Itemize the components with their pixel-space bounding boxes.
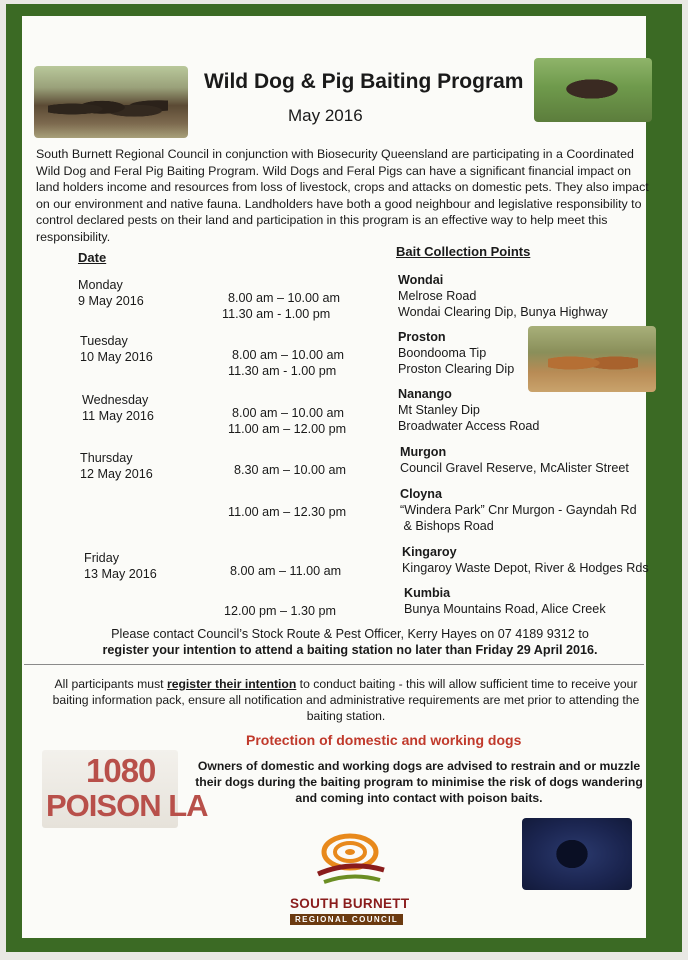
poison-sign-photo	[42, 750, 208, 828]
time-slot: 8.00 am – 10.00 am	[232, 406, 345, 420]
page-title: Wild Dog & Pig Baiting Program	[204, 70, 524, 93]
date-entry: Thursday 12 May 2016	[80, 451, 153, 481]
location-murgon: Murgon Council Gravel Reserve, McAlister Street	[400, 445, 629, 475]
time-slot: 11.30 am - 1.00 pm	[228, 364, 337, 378]
sign-word: POISON LA	[46, 788, 208, 823]
date-entry: Monday 9 May 2016	[78, 278, 144, 308]
owners-advice: Owners of domestic and working dogs are advised to restrain and or muzzle their dogs during the baiting program to minimise the risk of dogs wandering and coming into contact with poison baits.	[195, 759, 643, 805]
sign-number: 1080	[86, 752, 156, 789]
dog-photo	[522, 818, 632, 890]
location-wondai: Wondai Melrose Road Wondai Clearing Dip, Bunya Highway	[398, 273, 608, 319]
time-slot: 11.00 am – 12.30 pm	[228, 505, 347, 519]
page-subtitle: May 2016	[288, 106, 363, 125]
location-cloyna: Cloyna “Windera Park” Cnr Murgon - Gayndah Rd & Bishops Road	[400, 487, 637, 533]
date-entry: Friday 13 May 2016	[84, 551, 157, 581]
date-entry: Tuesday 10 May 2016	[80, 334, 153, 364]
time-slot: 8.00 am – 10.00 am	[228, 291, 341, 305]
date-entry: Wednesday 11 May 2016	[82, 393, 154, 423]
protection-heading: Protection of domestic and working dogs	[246, 732, 522, 748]
location-nanango: Nanango Mt Stanley Dip Broadwater Access Road	[398, 387, 540, 433]
council-name: SOUTH BURNETT	[290, 896, 410, 911]
council-subtitle: REGIONAL COUNCIL	[290, 914, 403, 925]
intro-paragraph: South Burnett Regional Council in conjunction with Biosecurity Queensland are participating in a Coordinated Wild Dog and Feral Pig Baiting Program. Wild Dogs and Feral Pigs can have a significant financial impact on land holders income and resources from loss of livestock, crops and attacks on domestic pets. They also impact on our environment and native fauna. Landholders have both a good neighbour and legislative responsibility to control declared pests on their land and participation in this program is an effective way to help meet this responsibility.	[36, 147, 649, 244]
wild-dog-photo	[534, 58, 652, 122]
location-kumbia: Kumbia Bunya Mountains Road, Alice Creek	[404, 586, 606, 616]
register-intention-text: register their intention	[166, 677, 297, 691]
time-slot: 11.00 am – 12.00 pm	[228, 422, 347, 436]
feral-pigs-photo	[34, 66, 188, 138]
location-kingaroy: Kingaroy Kingaroy Waste Depot, River & Hodges Rds	[402, 545, 649, 575]
participants-notice: All participants must register their intention to conduct baiting - this will allow sufficient time to receive your baiting information pack, ensure all notification and administrative requirements are met prior to attending the baiting station.	[52, 677, 640, 723]
time-slot: 11.30 am - 1.00 pm	[222, 307, 331, 321]
date-column-header: Date	[78, 250, 107, 265]
time-slot: 8.30 am – 10.00 am	[234, 463, 347, 477]
points-column-header: Bait Collection Points	[396, 244, 531, 259]
contact-notice: Please contact Council’s Stock Route & Pest Officer, Kerry Hayes on 07 4189 9312 to register your intention to attend a baiting station no later than Friday 29 April 2016.	[102, 627, 598, 657]
dingoes-photo	[528, 326, 656, 392]
location-proston: Proston Boondooma Tip Proston Clearing Dip	[398, 330, 515, 376]
time-slot: 12.00 pm – 1.30 pm	[224, 604, 337, 618]
time-slot: 8.00 am – 10.00 am	[232, 348, 345, 362]
section-divider	[24, 664, 644, 665]
time-slot: 8.00 am – 11.00 am	[230, 564, 342, 578]
council-logo-icon	[310, 830, 390, 886]
